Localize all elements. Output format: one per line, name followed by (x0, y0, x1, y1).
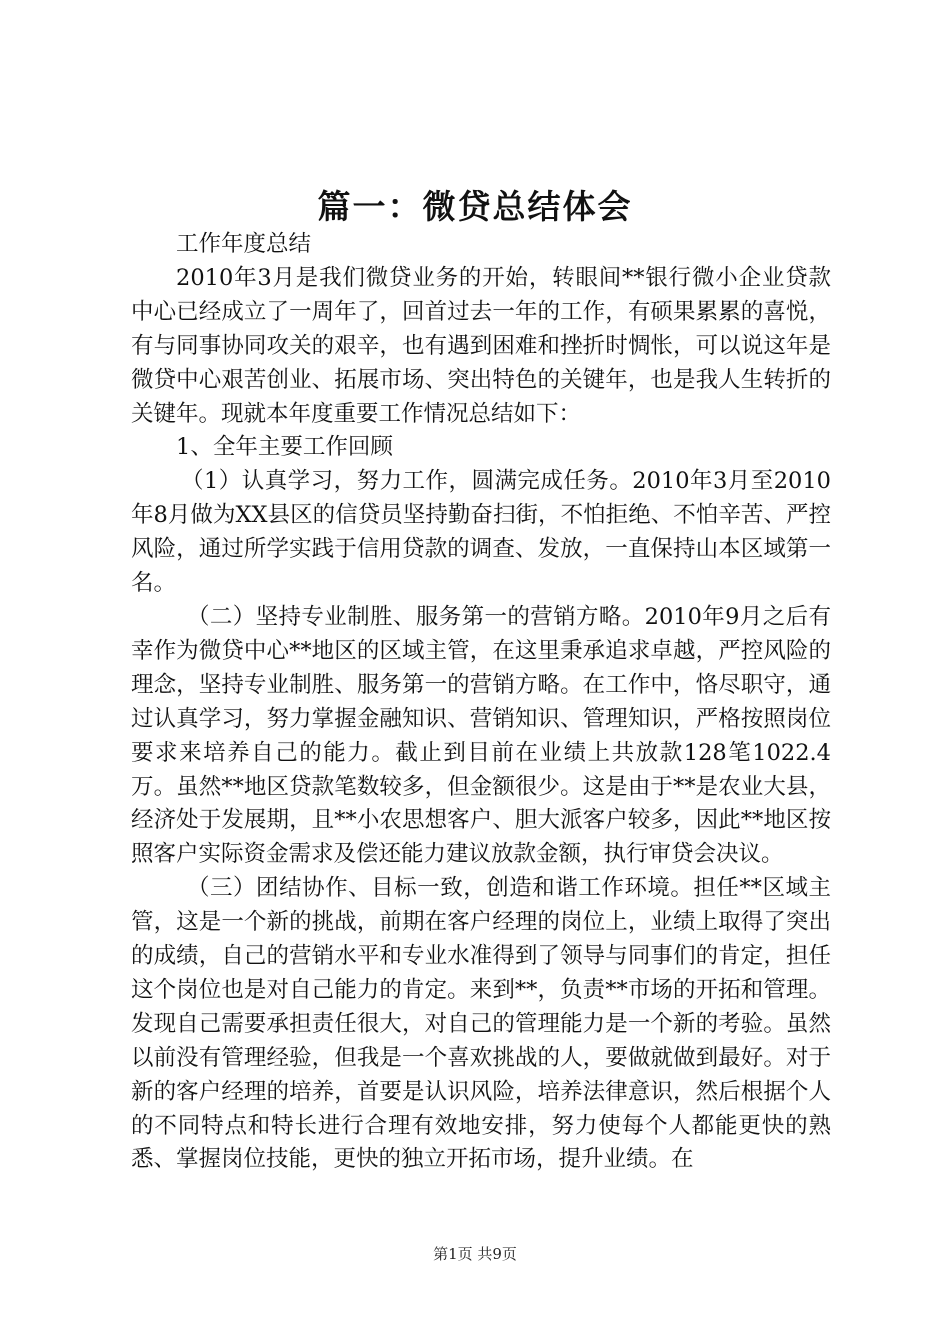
document-body (131, 228, 831, 1177)
paragraph-subtitle: 工作年度总结 (176, 231, 312, 257)
page-footer: 第1页 共9页 (433, 1245, 517, 1263)
paragraph-item-1: （1）认真学习，努力工作，圆满完成任务。2010年3月至2010年8月做为XX县区的信贷员坚持勤奋扫街，不怕拒绝、不怕辛苦、严控风险，通过所学实践于信用贷款的调查、发放，一直保持山本区域第一名。 (131, 468, 831, 597)
document-title: 篇一：微贷总结体会 (317, 187, 633, 226)
paragraph-item-2: （二）坚持专业制胜、服务第一的营销方略。2010年9月之后有幸作为微贷中心**地区的区域主管，在这里秉承追求卓越，严控风险的理念，坚持专业制胜、服务第一的营销方略。在工作中，恪尽职守，通过认真学习，努力掌握金融知识、营销知识、管理知识，严格按照岗位要求来培养自己的能力。截止到目前在业绩上共放款128笔1022.4万。虽然**地区贷款笔数较多，但金额很少。这是由于**是农业大县，经济处于发展期，且**小农思想客户、胆大派客户较多，因此**地区按照客户实际资金需求及偿还能力建议放款金额，执行审贷会决议。 (131, 603, 831, 868)
paragraph-section-heading: 1、全年主要工作回顾 (176, 434, 393, 461)
paragraph-intro: 2010年3月是我们微贷业务的开始，转眼间**银行微小企业贷款中心已经成立了一周年了，回首过去一年的工作，有硕果累累的喜悦，有与同事协同攻关的艰辛，也有遇到困难和挫折时惆怅，可以说这年是微贷中心艰苦创业、拓展市场、突出特色的关键年，也是我人生转折的关键年。现就本年度重要工作情况总结如下： (131, 264, 831, 427)
paragraph-item-3: （三）团结协作、目标一致，创造和谐工作环境。担任**区域主管，这是一个新的挑战，前期在客户经理的岗位上，业绩上取得了突出的成绩，自己的营销水平和专业水准得到了领导与同事们的肯定，担任这个岗位也是对自己能力的肯定。来到**，负责**市场的开拓和管理。发现自己需要承担责任很大，对自己的管理能力是一个新的考验。虽然以前没有管理经验，但我是一个喜欢挑战的人，要做就做到最好。对于新的客户经理的培养，首要是认识风险，培养法律意识，然后根据个人的不同特点和特长进行合理有效地安排，努力使每个人都能更快的熟悉、掌握岗位技能，更快的独立开拓市场，提升业绩。在 (131, 875, 831, 1173)
